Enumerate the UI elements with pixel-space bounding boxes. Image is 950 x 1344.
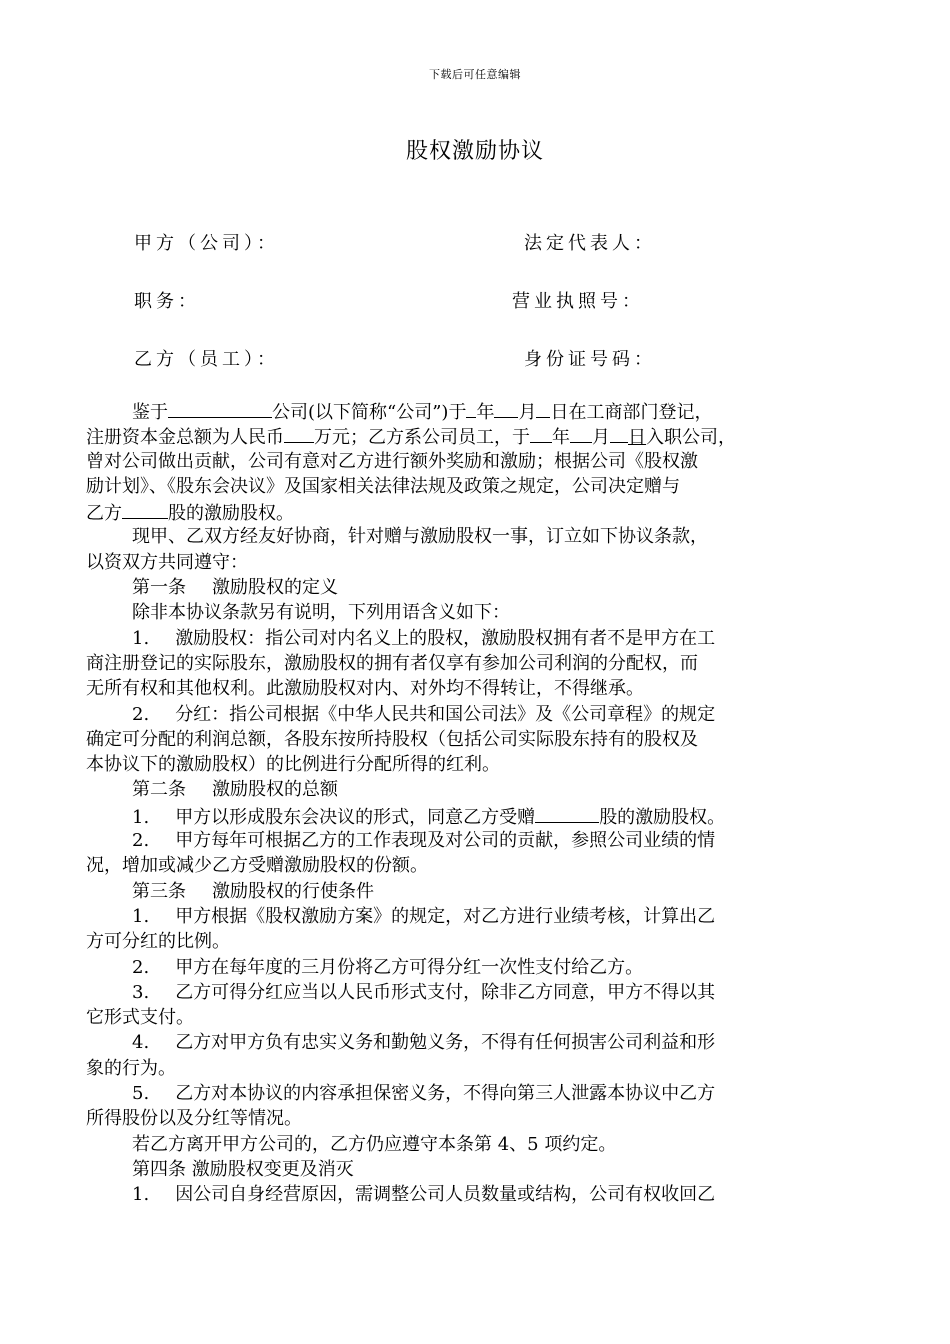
paragraph-line: 商注册登记的实际股东，激励股权的拥有者仅享有参加公司利润的分配权，而	[86, 652, 698, 674]
preamble-line: 现甲、乙双方经友好协商，针对赠与激励股权一事，订立如下协议条款，	[132, 526, 708, 548]
article-heading: 第三条 激励股权的行使条件	[132, 880, 374, 902]
paragraph-line: 所得股份以及分红等情况。	[86, 1108, 302, 1130]
preamble-line: 乙方 股的激励股权。	[86, 499, 872, 524]
list-item: 1. 甲方以形成股东会决议的形式，同意乙方受赠 股的激励股权。	[86, 803, 872, 828]
article-heading: 第四条 激励股权变更及消灭	[132, 1158, 354, 1180]
paragraph-line: 它形式支付。	[86, 1007, 194, 1029]
party-a-label: 甲方（公司）：	[134, 233, 279, 254]
paragraph-line: 方可分红的比例。	[86, 931, 230, 953]
list-item: 1. 因公司自身经营原因，需调整公司人员数量或结构，公司有权收回乙	[132, 1184, 716, 1206]
list-item: 2. 甲方每年可根据乙方的工作表现及对公司的贡献，参照公司业绩的情	[132, 830, 716, 852]
position-label: 职务：	[134, 291, 200, 312]
party-b-label: 乙方（员工）：	[134, 349, 279, 370]
id-number-label: 身份证号码：	[524, 349, 656, 370]
granted-shares-blank	[535, 803, 599, 823]
paragraph-line: 确定可分配的利润总额，各股东按所持股权（包括公司实际股东持有的股权及	[86, 728, 698, 750]
paragraph-line: 本协议下的激励股权）的比例进行分配所得的红利。	[86, 754, 500, 776]
preamble-line: 以资双方共同遵守：	[86, 551, 248, 573]
shares-blank	[122, 499, 168, 519]
article-heading: 第一条 激励股权的定义	[132, 577, 338, 599]
list-item: 5. 乙方对本协议的内容承担保密义务，不得向第三人泄露本协议中乙方	[132, 1083, 716, 1105]
preamble-line: 鉴于 公司(以下简称“公司”)于 年 月 日在工商部门登记，	[86, 398, 872, 423]
list-item: 1. 甲方根据《股权激励方案》的规定，对乙方进行业绩考核，计算出乙	[132, 905, 716, 927]
article-heading: 第二条 激励股权的总额	[132, 779, 338, 801]
paragraph-line: 无所有权和其他权利。此激励股权对内、对外均不得转让，不得继承。	[86, 678, 644, 700]
paragraph-line: 象的行为。	[86, 1057, 176, 1079]
header-note: 下载后可任意编辑	[429, 68, 521, 81]
list-item: 1. 激励股权：指公司对内名义上的股权，激励股权拥有者不是甲方在工	[132, 627, 716, 649]
paragraph-line: 况，增加或减少乙方受赠激励股权的份额。	[86, 855, 428, 877]
paragraph-line: 若乙方离开甲方公司的，乙方仍应遵守本条第 4、5 项约定。	[132, 1133, 617, 1155]
capital-blank	[284, 423, 314, 443]
license-label: 营业执照号：	[512, 291, 644, 312]
company-name-blank	[168, 398, 272, 418]
paragraph-line: 除非本协议条款另有说明，下列用语含义如下：	[132, 602, 510, 624]
list-item: 2. 分红：指公司根据《中华人民共和国公司法》及《公司章程》的规定	[132, 703, 716, 725]
preamble-line: 励计划》、《股东会决议》及国家相关法律法规及政策之规定，公司决定赠与	[86, 475, 680, 497]
preamble-line: 注册资本金总额为人民币 万元；乙方系公司员工，于 年 月 日入职公司，	[86, 423, 872, 448]
preamble-line: 曾对公司做出贡献，公司有意对乙方进行额外奖励和激励；根据公司《股权激	[86, 450, 698, 472]
list-item: 2. 甲方在每年度的三月份将乙方可得分红一次性支付给乙方。	[132, 956, 644, 978]
agreement-body	[86, 398, 872, 1208]
list-item: 3. 乙方可得分红应当以人民币形式支付，除非乙方同意，甲方不得以其	[132, 981, 716, 1003]
list-item: 4. 乙方对甲方负有忠实义务和勤勉义务，不得有任何损害公司利益和形	[132, 1032, 716, 1054]
document-title: 股权激励协议	[405, 139, 544, 164]
legal-rep-label: 法定代表人：	[524, 233, 656, 254]
